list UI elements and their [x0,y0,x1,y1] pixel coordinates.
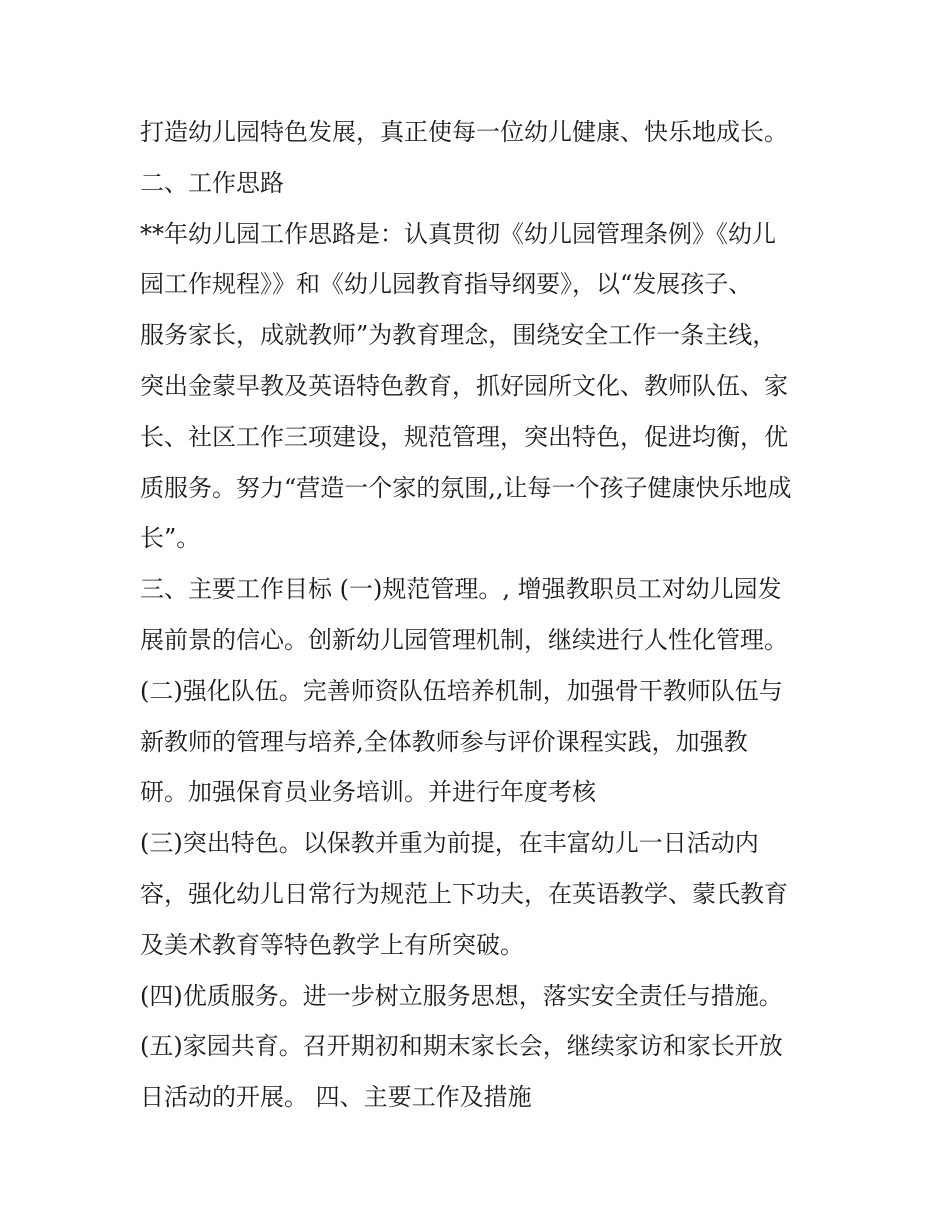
text-line: 长、社区工作三项建设，规范管理，突出特色，促进均衡，优 [140,422,788,451]
text-line: 突出金蒙早教及英语特色教育，抓好园所文化、教师队伍、家 [140,371,788,400]
text-line: 及美术教育等特色教学上有所突破。 [140,930,524,959]
text-line: (四)优质服务。进一步树立服务思想，落实安全责任与措施。 [140,981,783,1010]
section-heading: 三、主要工作目标 (一)规范管理。, 增强教职员工对幼儿园发 [140,575,782,604]
section-heading: 二、工作思路 [140,168,284,197]
text-line: 服务家长，成就教师”为教育理念，围绕安全工作一条主线， [140,321,777,350]
text-line: 展前景的信心。创新幼儿园管理机制，继续进行人性化管理。 [140,625,788,654]
text-line: 长”。 [140,524,201,553]
text-line: 质服务。努力“营造一个家的氛围,,让每一个孩子健康快乐地成 [140,473,792,502]
text-line: (五)家园共育。召开期初和期末家长会，继续家访和家长开放 [140,1032,783,1061]
document-body [140,107,830,1123]
text-line: 打造幼儿园特色发展，真正使每一位幼儿健康、快乐地成长。 [140,118,788,146]
text-line: (三)突出特色。以保教并重为前提，在丰富幼儿一日活动内 [140,829,759,858]
text-line: 研。加强保育员业务培训。并进行年度考核 [140,778,596,807]
text-line: 容，强化幼儿日常行为规范上下功夫，在英语教学、蒙氏教育 [140,879,788,908]
text-line: 园工作规程》》和《幼儿园教育指导纲要》，以“发展孩子、 [140,270,753,299]
text-line: 日活动的开展。 四、主要工作及措施 [140,1083,532,1112]
text-line: (二)强化队伍。完善师资队伍培养机制，加强骨干教师队伍与 [140,676,783,705]
text-line: **年幼儿园工作思路是：认真贯彻《幼儿园管理条例》《幼儿 [140,219,776,248]
text-line: 新教师的管理与培养,全体教师参与评价课程实践，加强教 [140,727,748,756]
